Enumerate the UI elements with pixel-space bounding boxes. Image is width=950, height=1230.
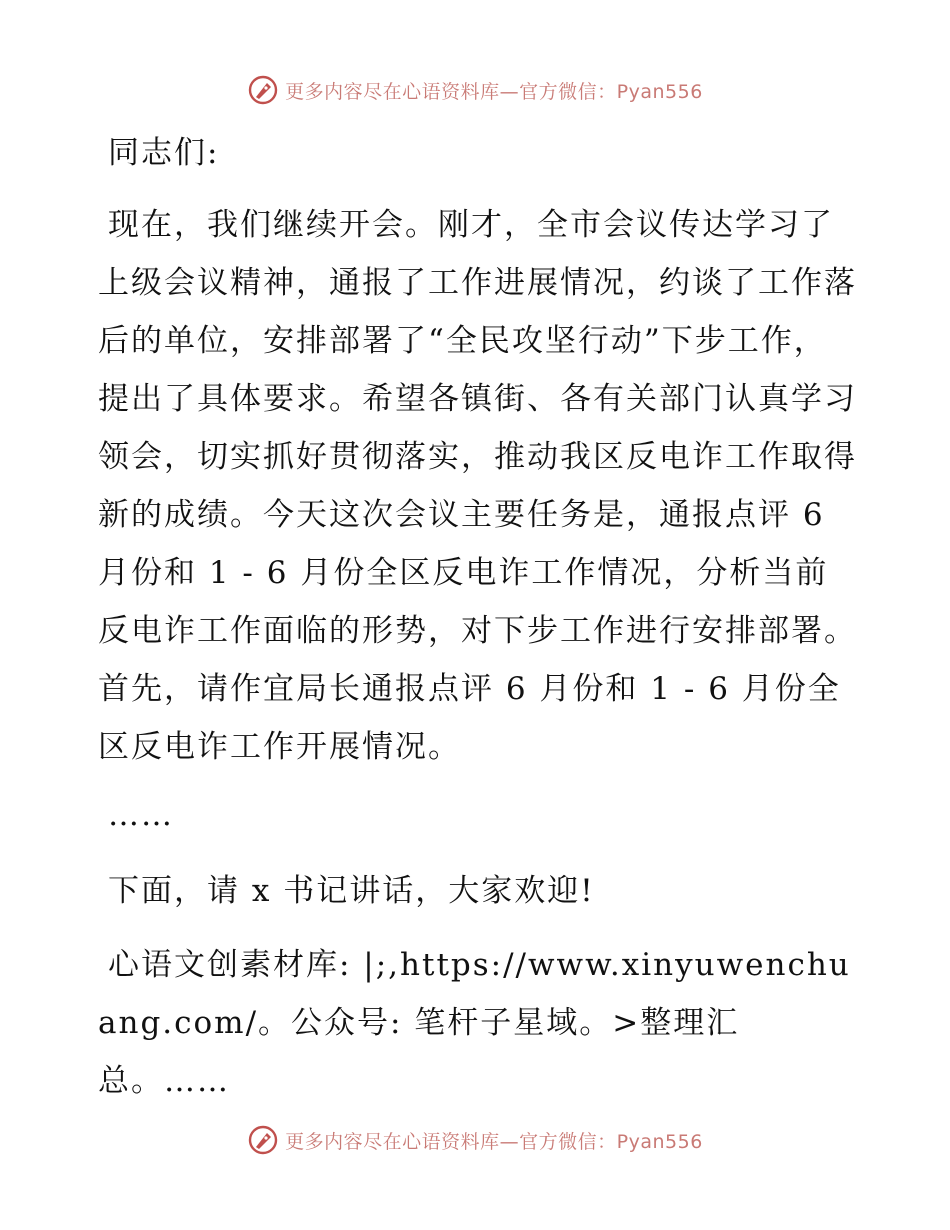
ellipsis: ……: [108, 797, 174, 833]
footer-watermark-text: 更多内容尽在心语资料库—官方微信：Pyan556: [285, 1130, 703, 1153]
paragraph-speech-invite: 下面，请 x 书记讲话，大家欢迎!: [108, 873, 595, 909]
paragraph-source-note: 心语文创素材库: |;,https://www.xinyuwenchuang.com/。公众号: 笔杆子星域。>整理汇总。……: [98, 947, 851, 1099]
paragraph-opening: 现在，我们继续开会。刚才，全市会议传达学习了上级会议精神，通报了工作进展情况，约谈了工作落后的单位，安排部署了“全民攻坚行动”下步工作，提出了具体要求。希望各镇街、各有关部门认真学习领会，切实抓好贯彻落实，推动我区反电诈工作取得新的成绩。今天这次会议主要任务是，通报点评 6 月份和 1 - 6 月份全区反电诈工作情况，分析当前反电诈工作面临的形势，对下步工作进行安排部署。首先，请作宜局长通报点评 6 月份和 1 - 6 月份全区反电诈工作开展情况。: [98, 207, 857, 765]
document-body: [98, 118, 858, 1110]
footer-watermark: [0, 1120, 950, 1160]
header-watermark-text: 更多内容尽在心语资料库—官方微信：Pyan556: [285, 80, 703, 103]
header-watermark: [0, 70, 950, 110]
pen-nib-circle-icon: [247, 74, 279, 106]
greeting: 同志们:: [108, 135, 220, 171]
pen-nib-circle-icon: [247, 1124, 279, 1156]
